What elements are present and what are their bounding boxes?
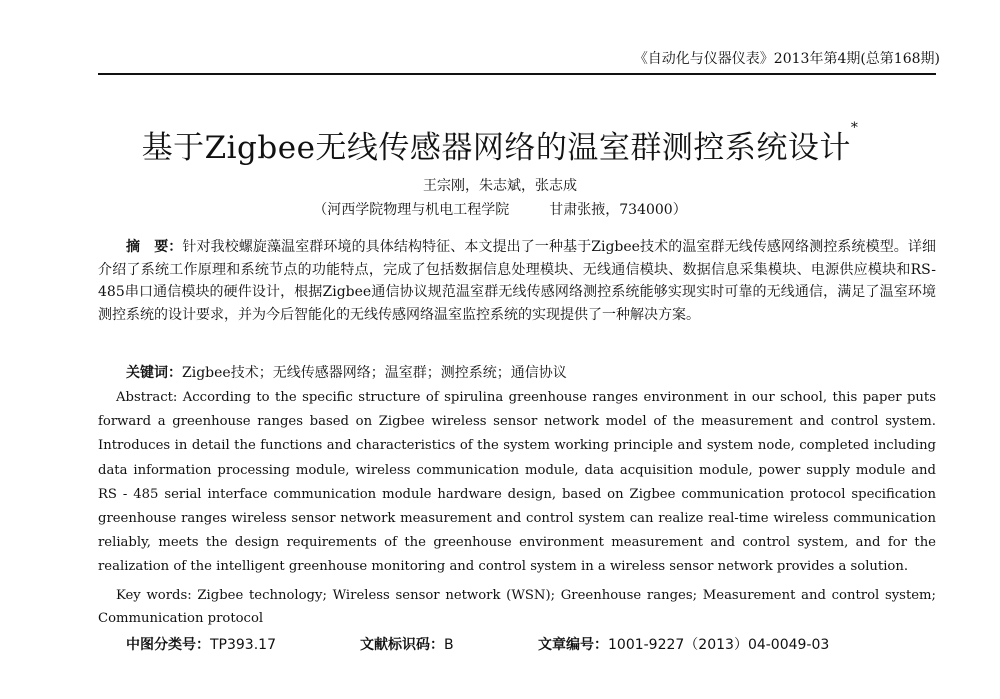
chinese-keywords [126, 362, 936, 382]
affiliation-location: 甘肃张掖，734000） [549, 202, 687, 218]
paper-title-text: 基于Zigbee无线传感器网络的温室群测控系统设计 [141, 130, 851, 166]
chinese-keywords-label: 关键词： [126, 365, 182, 381]
paper-title [0, 122, 1000, 167]
article-number-value: 1001-9227（2013）04-0049-03 [608, 637, 830, 653]
clc-value: TP393.17 [210, 637, 276, 653]
chinese-abstract-text: 针对我校螺旋藻温室群环境的具体结构特征、本文提出了一种基于Zigbee技术的温室群无线传感网络测控系统模型。详细介绍了系统工作原理和系统节点的功能特点，完成了包括数据信息处理模块、无线通信模块、数据信息采集模块、电源供应模块和RS-485串口通信模块的硬件设计，根据Zigbee通信协议规范温室群无线传感网络测控系统能够实现实时可靠的无线通信，满足了温室环境测控系统的设计要求，并为今后智能化的无线传感网络温室监控系统的实现提供了一种解决方案。 [98, 239, 937, 323]
clc-number [126, 634, 276, 654]
header-rule [98, 73, 936, 75]
title-footnote-mark: * [850, 120, 859, 136]
document-code-label: 文献标识码： [360, 637, 444, 653]
journal-header: 《自动化与仪器仪表》2013年第4期(总第168期) [633, 51, 940, 67]
article-number-label: 文章编号： [538, 637, 608, 653]
affiliation [0, 199, 1000, 219]
clc-label: 中图分类号： [126, 637, 210, 653]
affiliation-institution: （河西学院物理与机电工程学院 [313, 202, 510, 218]
chinese-keywords-text: Zigbee技术；无线传感器网络；温室群；测控系统；通信协议 [182, 365, 567, 381]
article-number [538, 634, 829, 654]
english-keywords: Key words: Zigbee technology; Wireless sensor network (WSN); Greenhouse ranges; Measurement and control system; Communication protocol [98, 588, 936, 626]
document-code [360, 634, 454, 654]
chinese-abstract-label: 摘 要： [126, 239, 183, 255]
authors: 王宗刚，朱志斌，张志成 [423, 178, 577, 194]
document-code-value: B [444, 637, 454, 653]
chinese-abstract [98, 236, 936, 326]
english-abstract: Abstract: According to the specific structure of spirulina greenhouse ranges environment in our school, this paper puts forward a greenhouse ranges based on Zigbee wireless sensor network model of the measurement and control system. Introduces in detail the functions and characteristics of the system working principle and system node, completed including data information processing module, wireless communication module, data acquisition module, power supply module and RS - 485 serial interface communication module hardware design, based on Zigbee communication protocol specification greenhouse ranges wireless sensor network measurement and control system can realize real-time wireless communication reliably, meets the design requirements of the greenhouse environment measurement and control system, and for the realization of the intelligent greenhouse monitoring and control system in a wireless sensor network provides a solution. [98, 390, 936, 575]
